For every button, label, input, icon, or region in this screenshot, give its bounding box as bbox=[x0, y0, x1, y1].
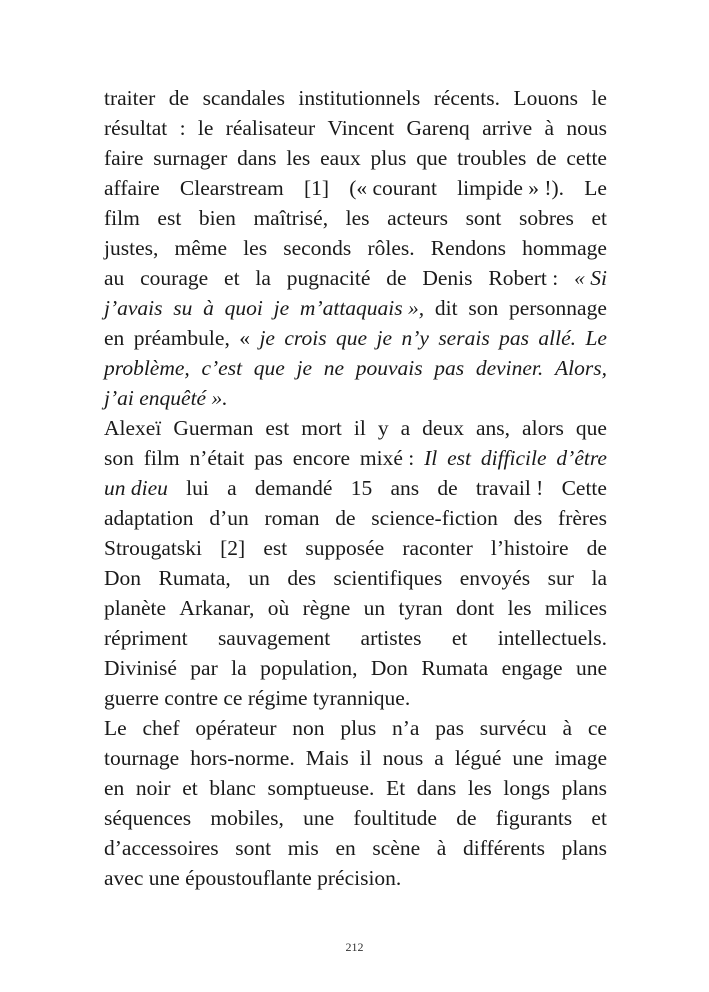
word: pas bbox=[499, 326, 529, 350]
word: des bbox=[513, 506, 543, 530]
word: institutionnels bbox=[298, 86, 421, 110]
word: planète bbox=[104, 596, 167, 620]
word: préambule, bbox=[133, 326, 230, 350]
word: tournage bbox=[104, 746, 180, 770]
word: « bbox=[239, 326, 251, 350]
word: travail ! bbox=[475, 476, 544, 500]
word: que bbox=[416, 146, 448, 170]
word: surnager bbox=[153, 146, 228, 170]
word: affaire bbox=[104, 176, 160, 200]
word: figurants bbox=[495, 806, 573, 830]
text-line bbox=[104, 443, 607, 473]
text-line bbox=[104, 713, 607, 743]
text-line bbox=[104, 803, 607, 833]
word: Denis bbox=[422, 266, 473, 290]
word: les bbox=[507, 596, 532, 620]
word: noir bbox=[135, 776, 171, 800]
word: justes, bbox=[104, 236, 159, 260]
word: un dieu bbox=[104, 476, 168, 500]
word: d’être bbox=[556, 446, 607, 470]
word: mobiles, bbox=[210, 806, 284, 830]
text-line bbox=[104, 323, 607, 353]
text-line bbox=[104, 653, 607, 683]
word: que bbox=[336, 326, 368, 350]
text-line bbox=[104, 143, 607, 173]
word: répriment bbox=[104, 626, 188, 650]
word: en bbox=[104, 326, 125, 350]
word: Garenq bbox=[406, 116, 470, 140]
word: mis bbox=[287, 836, 319, 860]
word: où bbox=[267, 596, 290, 620]
word: problème, bbox=[104, 356, 190, 380]
word: et bbox=[182, 776, 198, 800]
word: séquences bbox=[104, 806, 192, 830]
text-line bbox=[104, 173, 607, 203]
text-line bbox=[104, 83, 607, 113]
word: l’histoire bbox=[490, 536, 569, 560]
word: je bbox=[296, 356, 313, 380]
word: son bbox=[468, 296, 499, 320]
word: m’attaquais », bbox=[299, 296, 425, 320]
word: troubles bbox=[457, 146, 527, 170]
word: une bbox=[303, 806, 335, 830]
word: la bbox=[231, 656, 247, 680]
word: plans bbox=[561, 836, 607, 860]
word: Le bbox=[584, 176, 607, 200]
word: quoi bbox=[224, 296, 263, 320]
text-line bbox=[104, 833, 607, 863]
word: Vincent bbox=[327, 116, 395, 140]
word: d’accessoires bbox=[104, 836, 219, 860]
word: ne bbox=[323, 356, 344, 380]
word: de bbox=[386, 266, 407, 290]
word: pas bbox=[434, 356, 465, 380]
word: lui bbox=[186, 476, 209, 500]
word: non bbox=[292, 716, 325, 740]
word: science-fiction bbox=[371, 506, 498, 530]
word: à bbox=[203, 296, 214, 320]
word: Don bbox=[104, 566, 142, 590]
word: su bbox=[173, 296, 193, 320]
word: personnage bbox=[508, 296, 607, 320]
word: une bbox=[512, 746, 544, 770]
word: [1] bbox=[303, 176, 330, 200]
word: il bbox=[359, 746, 372, 770]
word: pas bbox=[254, 446, 283, 470]
text-line bbox=[104, 203, 607, 233]
text-line bbox=[104, 233, 607, 263]
text-line bbox=[104, 113, 607, 143]
word: intellectuels. bbox=[497, 626, 607, 650]
word: les bbox=[345, 206, 370, 230]
word: pas bbox=[435, 716, 464, 740]
word: son bbox=[104, 446, 134, 470]
word: somptueuse. bbox=[267, 776, 375, 800]
word: deviner. bbox=[475, 356, 544, 380]
word: tyran bbox=[398, 596, 443, 620]
text-line bbox=[104, 773, 607, 803]
word: au bbox=[104, 266, 125, 290]
word: différents bbox=[462, 836, 545, 860]
text-line bbox=[104, 683, 607, 713]
word: la bbox=[591, 566, 607, 590]
word: de bbox=[168, 86, 190, 110]
word: adaptation bbox=[104, 506, 194, 530]
word: [2] bbox=[220, 536, 246, 560]
word: image bbox=[554, 746, 607, 770]
word: plus bbox=[340, 716, 377, 740]
text-line bbox=[104, 473, 607, 503]
word: de bbox=[335, 506, 356, 530]
word: a bbox=[227, 476, 237, 500]
word: avec une époustouflante précision. bbox=[104, 866, 402, 890]
word: j’avais bbox=[104, 296, 163, 320]
word: maîtrisé, bbox=[253, 206, 329, 230]
word: dans bbox=[416, 776, 457, 800]
word: frères bbox=[558, 506, 607, 530]
word: en bbox=[104, 776, 125, 800]
word: Il bbox=[424, 446, 438, 470]
text-line bbox=[104, 533, 607, 563]
word: le bbox=[591, 86, 607, 110]
word: ans, bbox=[475, 416, 511, 440]
word: et bbox=[591, 806, 607, 830]
word: foultitude bbox=[353, 806, 437, 830]
word: est bbox=[447, 446, 471, 470]
word: dans bbox=[237, 146, 277, 170]
word: population, bbox=[260, 656, 358, 680]
word: raconter bbox=[402, 536, 473, 560]
word: supposée bbox=[305, 536, 385, 560]
word: artistes bbox=[360, 626, 422, 650]
word: courage bbox=[140, 266, 209, 290]
word: acteurs bbox=[387, 206, 448, 230]
word: 15 bbox=[350, 476, 373, 500]
word: est bbox=[157, 206, 182, 230]
word: cette bbox=[566, 146, 607, 170]
word: est bbox=[263, 536, 288, 560]
word: hommage bbox=[522, 236, 607, 260]
word: scandales bbox=[202, 86, 285, 110]
word: mort bbox=[301, 416, 342, 440]
word: d’un bbox=[209, 506, 249, 530]
word: blanc bbox=[209, 776, 256, 800]
word: et bbox=[224, 266, 240, 290]
word: alors bbox=[522, 416, 564, 440]
word: récents. bbox=[433, 86, 500, 110]
word: Arkanar, bbox=[179, 596, 255, 620]
word: engage bbox=[501, 656, 563, 680]
word: c’est bbox=[201, 356, 243, 380]
word: de bbox=[437, 476, 458, 500]
word: Rendons bbox=[430, 236, 506, 260]
body-text bbox=[104, 83, 607, 893]
word: allé. bbox=[538, 326, 577, 350]
word: Guerman bbox=[173, 416, 254, 440]
word: même bbox=[174, 236, 228, 260]
word: roman bbox=[264, 506, 320, 530]
word: survécu bbox=[479, 716, 547, 740]
word: sobres bbox=[518, 206, 574, 230]
word: « Si bbox=[574, 266, 607, 290]
word: Strougatski bbox=[104, 536, 202, 560]
word: nous bbox=[382, 746, 424, 770]
word: Divinisé bbox=[104, 656, 177, 680]
word: les bbox=[243, 236, 268, 260]
word: que bbox=[575, 416, 607, 440]
word: en bbox=[335, 836, 356, 860]
word: scientifiques bbox=[333, 566, 443, 590]
text-line bbox=[104, 413, 607, 443]
text-line bbox=[104, 263, 607, 293]
word: Le bbox=[585, 326, 607, 350]
word: par bbox=[190, 656, 218, 680]
word: un bbox=[363, 596, 386, 620]
word: serais bbox=[438, 326, 490, 350]
word: faire bbox=[104, 146, 144, 170]
word: je bbox=[376, 326, 393, 350]
word: crois bbox=[284, 326, 327, 350]
word: a bbox=[400, 416, 411, 440]
word: film bbox=[143, 446, 180, 470]
word: je bbox=[273, 296, 290, 320]
word: opérateur bbox=[195, 716, 277, 740]
word: résultat bbox=[104, 116, 168, 140]
word: le bbox=[197, 116, 214, 140]
word: n’était bbox=[189, 446, 245, 470]
word: un bbox=[248, 566, 270, 590]
word: plans bbox=[561, 776, 607, 800]
word: Cette bbox=[561, 476, 607, 500]
word: traiter bbox=[104, 86, 156, 110]
text-line bbox=[104, 863, 607, 893]
word: et bbox=[591, 206, 607, 230]
word: plus bbox=[370, 146, 407, 170]
word: : bbox=[179, 116, 186, 140]
word: de bbox=[536, 146, 557, 170]
word: scène bbox=[372, 836, 421, 860]
word: sauvagement bbox=[217, 626, 331, 650]
word: sont bbox=[465, 206, 502, 230]
word: a bbox=[434, 746, 444, 770]
word: légué bbox=[454, 746, 502, 770]
text-line bbox=[104, 743, 607, 773]
word: et bbox=[451, 626, 468, 650]
word: longs bbox=[503, 776, 550, 800]
word: réalisateur bbox=[225, 116, 316, 140]
word: pugnacité bbox=[286, 266, 371, 290]
text-line bbox=[104, 623, 607, 653]
word: n’a bbox=[392, 716, 420, 740]
word: difficile bbox=[480, 446, 547, 470]
word: de bbox=[456, 806, 477, 830]
word: Mais bbox=[305, 746, 349, 770]
word: n’y bbox=[401, 326, 429, 350]
text-line bbox=[104, 503, 607, 533]
word: y bbox=[377, 416, 389, 440]
word: sont bbox=[235, 836, 272, 860]
word: règne bbox=[302, 596, 351, 620]
word: une bbox=[575, 656, 607, 680]
word: pouvais bbox=[355, 356, 423, 380]
word: à bbox=[544, 116, 555, 140]
word: Et bbox=[386, 776, 406, 800]
text-line bbox=[104, 293, 607, 323]
word: dont bbox=[456, 596, 495, 620]
word: Le bbox=[104, 716, 127, 740]
text-line bbox=[104, 563, 607, 593]
word: à bbox=[436, 836, 447, 860]
word: de bbox=[586, 536, 607, 560]
word: encore bbox=[292, 446, 351, 470]
word: ans bbox=[390, 476, 420, 500]
word: Clearstream bbox=[179, 176, 284, 200]
word: Rumata bbox=[421, 656, 489, 680]
word: est bbox=[265, 416, 290, 440]
page-number: 212 bbox=[345, 940, 364, 954]
word: seconds bbox=[283, 236, 352, 260]
word: nous bbox=[566, 116, 607, 140]
word: limpide » !). bbox=[457, 176, 565, 200]
word: ce bbox=[587, 716, 607, 740]
word: arrive bbox=[482, 116, 533, 140]
word: il bbox=[353, 416, 366, 440]
word: deux bbox=[422, 416, 464, 440]
word: Robert : bbox=[488, 266, 559, 290]
word: bien bbox=[198, 206, 236, 230]
word: film bbox=[104, 206, 140, 230]
word: sur bbox=[547, 566, 574, 590]
word: les bbox=[467, 776, 492, 800]
word: envoyés bbox=[459, 566, 531, 590]
word: dit bbox=[434, 296, 458, 320]
word: que bbox=[253, 356, 285, 380]
word: mixé : bbox=[359, 446, 415, 470]
word: à bbox=[562, 716, 572, 740]
text-line bbox=[104, 593, 607, 623]
word: Louons bbox=[513, 86, 578, 110]
word: (« courant bbox=[349, 176, 437, 200]
word: hors-norme. bbox=[190, 746, 295, 770]
word: des bbox=[287, 566, 316, 590]
word: les bbox=[286, 146, 311, 170]
word: j’ai enquêté ». bbox=[104, 386, 228, 410]
word: je bbox=[259, 326, 275, 350]
word: la bbox=[255, 266, 271, 290]
word: milices bbox=[544, 596, 607, 620]
text-line bbox=[104, 353, 607, 383]
word: eaux bbox=[320, 146, 361, 170]
word: Alors, bbox=[554, 356, 607, 380]
text-line bbox=[104, 383, 607, 413]
word: rôles. bbox=[367, 236, 415, 260]
word: Alexeï bbox=[104, 416, 162, 440]
word: chef bbox=[142, 716, 180, 740]
word: demandé bbox=[254, 476, 333, 500]
word: Don bbox=[370, 656, 408, 680]
word: guerre contre ce régime tyrannique. bbox=[104, 686, 411, 710]
word: Rumata, bbox=[158, 566, 231, 590]
